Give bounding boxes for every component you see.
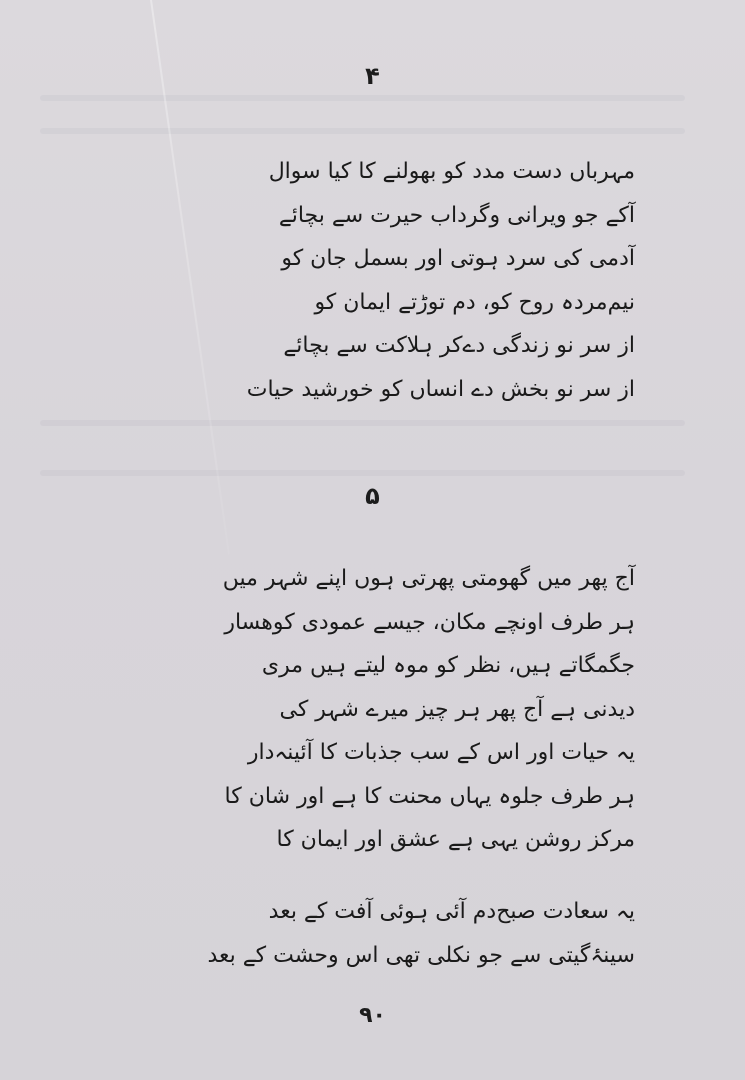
poem-line: نیم‌مردہ روح کو، دم توڑتے ایمان کو <box>314 289 635 315</box>
poem-line: مہرباں دست مدد کو بھولنے کا کیا سوال <box>268 159 635 184</box>
poem-line: ہر طرف جلوہ یہاں محنت کا ہے اور شان کا <box>224 783 635 809</box>
poem-line: از سر نو زندگی دےکر ہلاکت سے بچائے <box>283 333 635 358</box>
poem-line: از سر نو بخش دے انساں کو خورشید حیات <box>246 376 635 402</box>
poem-5-stanza <box>115 557 635 862</box>
poem-5-number: ۵ <box>365 482 380 510</box>
poem-line: مرکز روشن یہی ہے عشق اور ایمان کا <box>276 827 635 852</box>
poem-4-number: ۴ <box>365 62 380 90</box>
show-through-line <box>40 420 685 426</box>
poem-line: ہر طرف اونچے مکان، جیسے عمودی کوھسار <box>224 609 635 635</box>
poem-line: یہ سعادت صبح‌دم آئی ہوئی آفت کے بعد <box>268 899 635 924</box>
poem-5-stanza-2 <box>115 890 635 977</box>
poem-line: سینۂ‌گیتی سے جو نکلی تھی اس وحشت کے بعد <box>207 942 635 968</box>
poem-line: آکے جو ویرانی وگرداب حیرت سے بچائے <box>278 202 635 228</box>
poem-line: آدمی کی سرد ہوتی اور بسمل جان کو <box>281 246 635 271</box>
poem-line: دیدنی ہے آج پھر ہر چیز میرے شہر کی <box>279 696 635 722</box>
poem-line: جگمگاتے ہیں، نظر کو موہ لیتے ہیں مری <box>261 653 635 678</box>
poem-line: آج پھر میں گھومتی پھرتی ہوں اپنے شہر میں <box>222 566 635 591</box>
show-through-line <box>40 470 685 476</box>
poem-4-stanza <box>115 150 635 411</box>
poem-line: یہ حیات اور اس کے سب جذبات کا آئینہ‌دار <box>247 740 635 765</box>
show-through-line <box>40 95 685 101</box>
show-through-line <box>40 128 685 134</box>
page-number: ۹۰ <box>359 1003 386 1028</box>
